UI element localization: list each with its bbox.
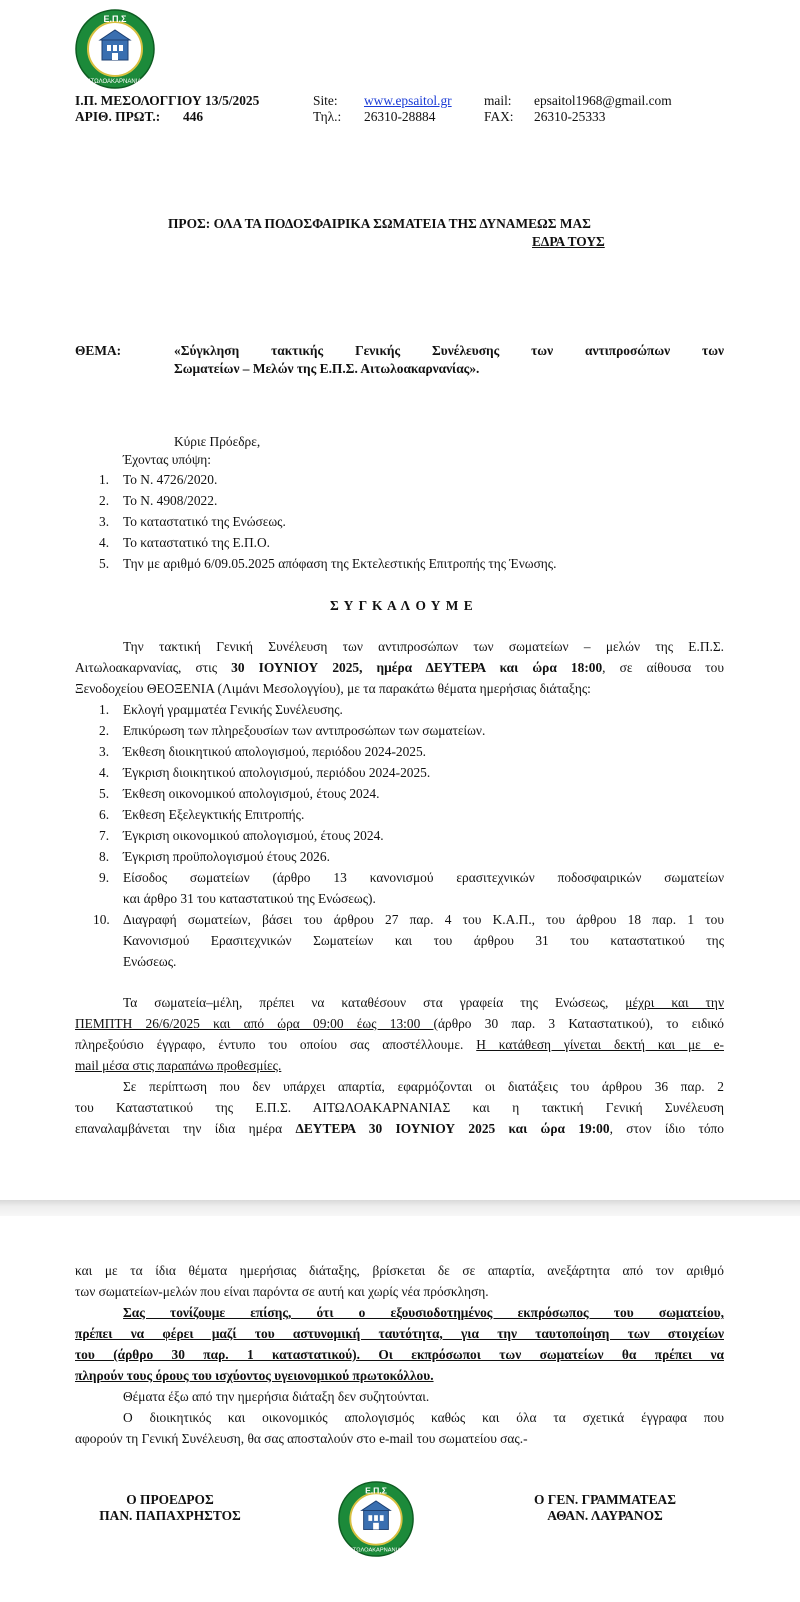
list-number: 4.	[99, 535, 110, 550]
agenda-item: Εκλογή γραμματέα Γενικής Συνέλευσης.	[123, 702, 343, 717]
subject-label: ΘΕΜΑ:	[75, 343, 122, 358]
quorum-line-1: Σε περίπτωση που δεν υπάρχει απαρτία, εφαρμόζονται οι διατάξεις του άρθρου 36 παρ. 2	[123, 1079, 724, 1094]
logo-top-text: Ε.Π.Σ	[103, 14, 127, 24]
agenda-item: Έγκριση διοικητικού απολογισμού, περιόδου 2024-2025.	[123, 765, 431, 780]
reports-line-1: Ο διοικητικός και οικονομικός απολογισμός καθώς και όλα τα σχετικά έγγραφα που	[123, 1410, 724, 1425]
site-link[interactable]: www.epsaitol.gr	[364, 93, 452, 108]
agenda-item: Έγκριση οικονομικού απολογισμού, έτους 2024.	[123, 828, 384, 843]
quorum-line-4: και με τα ίδια θέματα ημερήσιας διάταξης, βρίσκεται δε σε απαρτία, ανεξάρτητα από τον αριθμό	[75, 1263, 724, 1278]
agenda-item: Επικύρωση των πληρεξουσίων των αντιπροσώπων των σωματείων.	[123, 723, 486, 738]
list-number: 1.	[99, 702, 110, 717]
list-item: Το καταστατικό της Ε.Π.Ο.	[123, 535, 271, 550]
mail-label: mail:	[484, 93, 512, 108]
tel-label: Τηλ.:	[313, 109, 342, 124]
tel-value: 26310-28884	[364, 109, 436, 124]
convene-heading: Σ Υ Γ Κ Α Λ Ο Υ Μ Ε	[330, 598, 474, 613]
intro-line-2	[75, 660, 724, 676]
deposit-deadline: ΠΕΜΠΤΗ 26/6/2025 και από ώρα 09:00 έως 13:00	[75, 1016, 434, 1031]
notice-line-1: Σας τονίζουμε επίσης, ότι ο εξουσιοδοτημένος εκπρόσωπος του σωματείου,	[123, 1305, 724, 1320]
outside-agenda-note: Θέματα έξω από την ημερήσια διάταξη δεν συζητούνται.	[123, 1389, 430, 1404]
secretary-title: Ο ΓΕΝ. ΓΡΑΜΜΑΤΕΑΣ	[534, 1492, 676, 1507]
intro-text: Αιτωλοακαρνανίας, στις	[75, 660, 232, 675]
deposit-line-2	[75, 1016, 724, 1032]
list-item: Την με αριθμό 6/09.05.2025 απόφαση της Εκτελεστικής Επιτροπής της Ένωσης.	[123, 556, 557, 571]
recipient-line: ΠΡΟΣ: ΟΛΑ ΤΑ ΠΟΔΟΣΦΑΙΡΙΚΑ ΣΩΜΑΤΕΙΑ ΤΗΣ ΔΥΝΑΜΕΩΣ ΜΑΣ	[168, 216, 591, 231]
quorum-text: , στον ίδιο τόπο	[609, 1121, 725, 1136]
deposit-line-3	[75, 1037, 724, 1053]
fax-value: 26310-25333	[534, 109, 606, 124]
eps-logo-icon	[74, 8, 156, 90]
deposit-line-1	[123, 995, 724, 1011]
fax-label: FAX:	[484, 109, 514, 124]
list-item: Το Ν. 4726/2020.	[123, 472, 218, 487]
seal-bottom-text: ΑΙΤΩΛΟΑΚΑΡΝΑΝΙΑΣ	[347, 1547, 405, 1554]
list-number: 5.	[99, 786, 110, 801]
list-number: 10.	[93, 912, 110, 927]
seal-top-text: Ε.Π.Σ	[365, 1485, 387, 1496]
agenda-item: Έγκριση προϋπολογισμού έτους 2026.	[123, 849, 330, 864]
meeting-date: 30 ΙΟΥΝΙΟΥ 2025, ημέρα ΔΕΥΤΕΡΑ και ώρα 18:00	[231, 660, 603, 675]
list-number: 4.	[99, 765, 110, 780]
list-item: Το καταστατικό της Ενώσεως.	[123, 514, 286, 529]
quorum-text: επαναλαμβάνεται την ίδια ημέρα	[75, 1121, 296, 1136]
list-number: 7.	[99, 828, 110, 843]
intro-line-3: Ξενοδοχείου ΘΕΟΞΕΝΙΑ (Λιμάνι Μεσολογγίου), με τα παρακάτω θέματα ημερήσιας διάταξης:	[75, 681, 591, 696]
quorum-line-3	[75, 1121, 724, 1137]
agenda-item-cont: και άρθρο 31 του καταστατικού της Ενώσεως).	[123, 891, 376, 906]
site-label: Site:	[313, 93, 338, 108]
notice-line-4: πληρούν τους όρους του ισχύοντος υγειονομικού πρωτοκόλλου.	[75, 1368, 434, 1383]
deposit-deadline: μέχρι και την	[625, 995, 724, 1010]
considering-label: Έχοντας υπόψη:	[123, 452, 211, 467]
place-date: Ι.Π. ΜΕΣΟΛΟΓΓΙΟΥ 13/5/2025	[75, 93, 260, 108]
agenda-item: Έκθεση Εξελεγκτικής Επιτροπής.	[123, 807, 305, 822]
protocol-label: ΑΡΙΘ. ΠΡΩΤ.:	[75, 109, 161, 124]
greeting: Κύριε Πρόεδρε,	[174, 434, 261, 449]
mail-value: epsaitol1968@gmail.com	[534, 93, 672, 108]
intro-text: , σε αίθουσα του	[602, 660, 724, 675]
agenda-item: Διαγραφή σωματείων, βάσει του άρθρου 27 παρ. 4 του Κ.Α.Π., του άρθρου 18 παρ. 1 του	[123, 912, 724, 927]
list-item: Το Ν. 4908/2022.	[123, 493, 218, 508]
agenda-item: Έκθεση διοικητικού απολογισμού, περιόδου 2024-2025.	[123, 744, 427, 759]
deposit-text: (άρθρο 30 παρ. 3 Καταστατικού), το ειδικό	[433, 1016, 725, 1031]
agenda-item: Έκθεση οικονομικού απολογισμού, έτους 2024.	[123, 786, 380, 801]
list-item: 1.	[98, 472, 109, 487]
list-number: 2.	[99, 723, 110, 738]
deposit-text: πληρεξούσιο έγγραφο, έντυπο του οποίου σας αποστέλλουμε.	[75, 1037, 477, 1052]
intro-line-1: Την τακτική Γενική Συνέλευση των αντιπροσώπων των σωματείων – μελών της Ε.Π.Σ.	[123, 639, 724, 654]
secretary-name: ΑΘΑΝ. ΛΑΥΡΑΝΟΣ	[547, 1508, 663, 1523]
list-number: 6.	[99, 807, 110, 822]
president-title: Ο ΠΡΟΕΔΡΟΣ	[126, 1492, 214, 1507]
deposit-text: Τα σωματεία–μέλη, πρέπει να καταθέσουν στα γραφεία της Ενώσεως,	[123, 995, 626, 1010]
agenda-list	[85, 702, 725, 982]
list-number: 2.	[99, 493, 110, 508]
agenda-item-cont: Κανονισμού Ερασιτεχνικών Σωματείων και του άρθρου 31 του καταστατικού της	[123, 933, 724, 948]
recipient-seat: ΕΔΡΑ ΤΟΥΣ	[532, 234, 605, 249]
considerations-list	[85, 472, 725, 582]
list-number: 9.	[99, 870, 110, 885]
list-number: 8.	[99, 849, 110, 864]
quorum-line-2: του Καταστατικού της Ε.Π.Σ. ΑΙΤΩΛΟΑΚΑΡΝΑΝΙΑΣ και η τακτική Γενική Συνέλευση	[75, 1100, 724, 1115]
deposit-line-4: mail μέσα στις παραπάνω προθεσμίες.	[75, 1058, 282, 1073]
reports-line-2: αφορούν τη Γενική Συνέλευση, θα σας αποσταλούν στο e-mail του σωματείου σας.-	[75, 1431, 528, 1446]
agenda-item: Είσοδος σωματείων (άρθρο 13 κανονισμού ερασιτεχνικών ποδοσφαιρικών σωματείων	[123, 870, 724, 885]
president-name: ΠΑΝ. ΠΑΠΑΧΡΗΣΤΟΣ	[99, 1508, 241, 1523]
deposit-email-note: Η κατάθεση γίνεται δεκτή και με e-	[476, 1037, 724, 1052]
list-number: 5.	[99, 556, 110, 571]
list-number: 3.	[99, 514, 110, 529]
subject-line-2: Σωματείων – Μελών της Ε.Π.Σ. Αιτωλοακαρνανίας».	[174, 361, 480, 376]
list-number: 3.	[99, 744, 110, 759]
eps-seal-icon	[337, 1480, 415, 1558]
logo-bottom-text: ΑΙΤΩΛΟΑΚΑΡΝΑΝΙΑΣ	[84, 79, 146, 85]
notice-line-2: πρέπει να φέρει μαζί του αστυνομική ταυτότητα, για την ταυτοποίηση των στοιχείων	[75, 1326, 724, 1341]
notice-line-3: του (άρθρο 30 παρ. 1 καταστατικού). Οι εκπρόσωποι των σωματείων θα πρέπει να	[75, 1347, 724, 1362]
repeat-date: ΔΕΥΤΕΡΑ 30 ΙΟΥΝΙΟΥ 2025 και ώρα 19:00	[295, 1121, 610, 1136]
page-gap	[0, 1200, 800, 1216]
page-2	[0, 1216, 800, 1602]
agenda-item-cont: Ενώσεως.	[123, 954, 177, 969]
protocol-number: 446	[183, 109, 204, 124]
quorum-line-5: των σωματείων-μελών που είναι παρόντα σε αυτή και χωρίς νέα πρόσκληση.	[75, 1284, 489, 1299]
subject-line-1: «Σύγκληση τακτικής Γενικής Συνέλευσης των αντιπροσώπων των	[174, 343, 724, 358]
